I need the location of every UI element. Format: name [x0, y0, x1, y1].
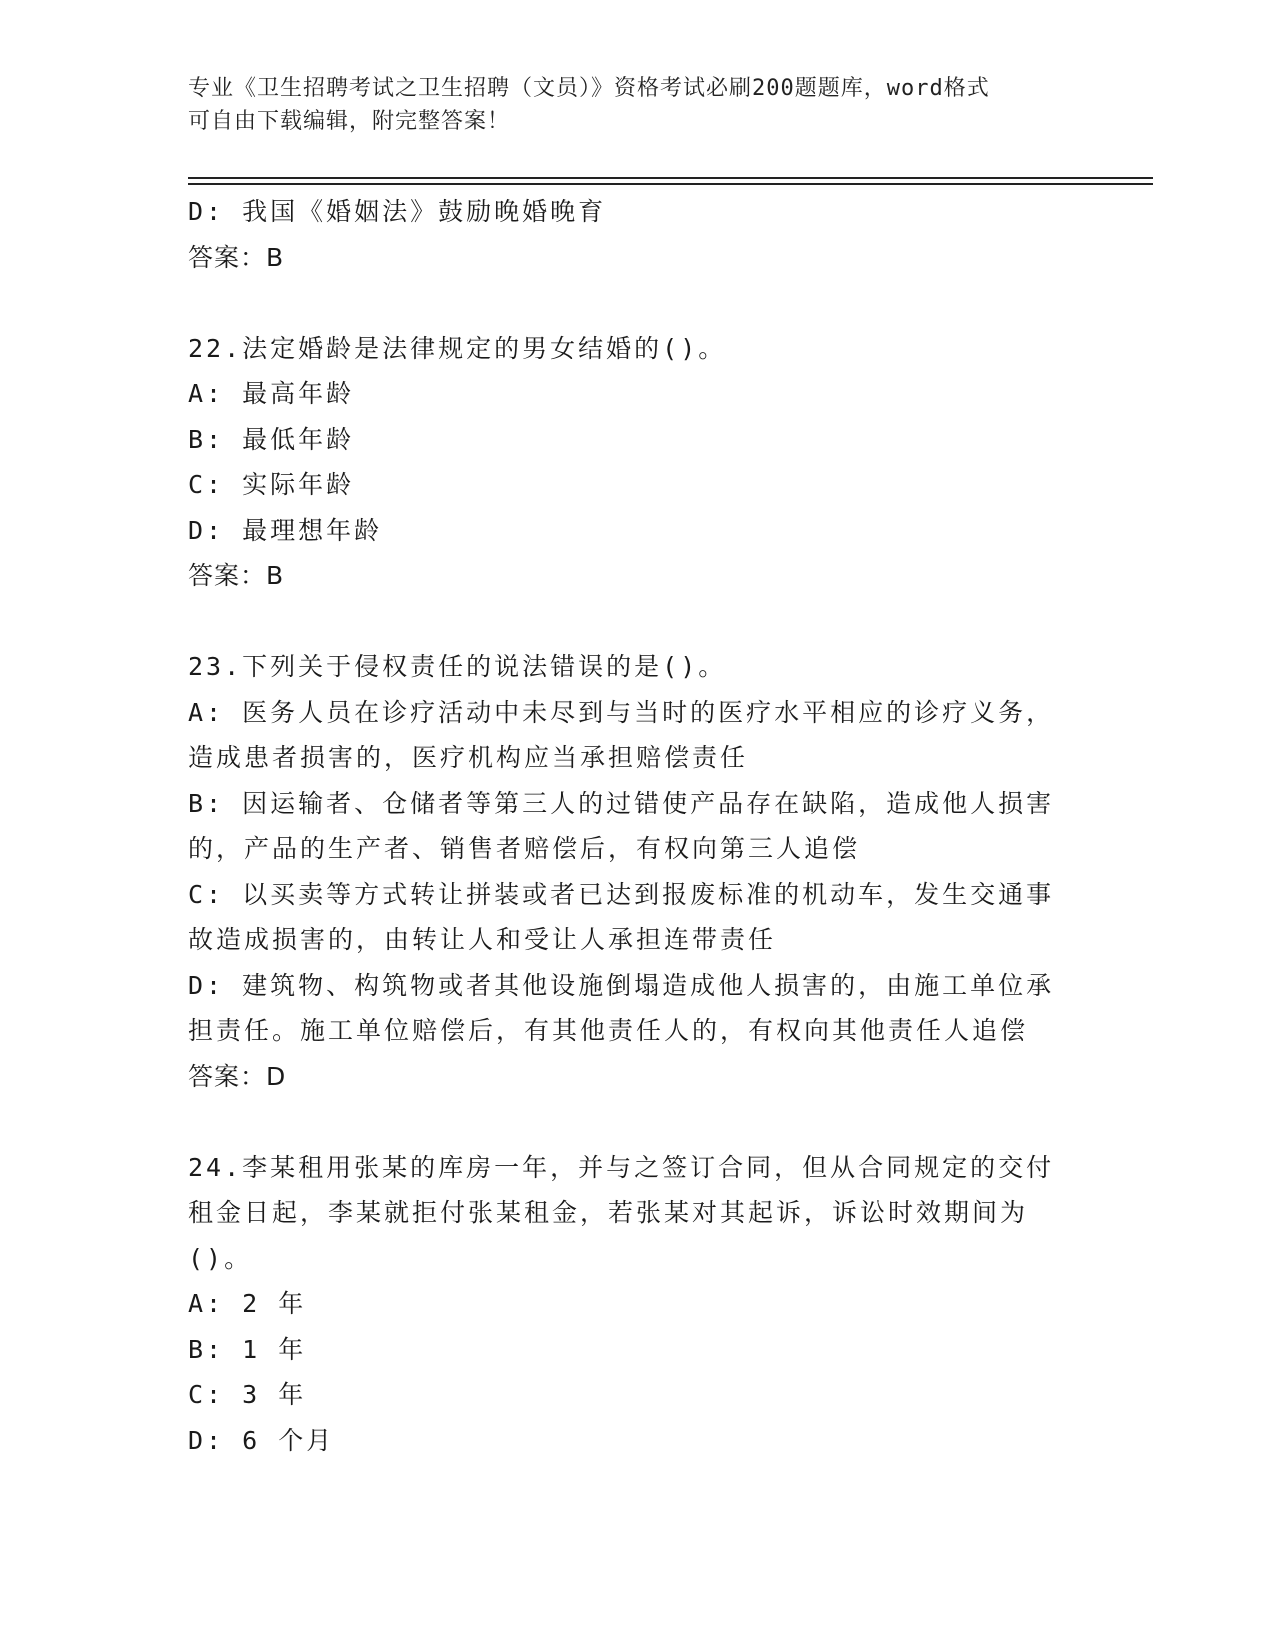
q24-option-b: B: 1 年 [188, 1334, 307, 1364]
q23-option-c-line-1: C: 以买卖等方式转让拼装或者已达到报废标准的机动车，发生交通事 [188, 879, 1055, 909]
document-header [188, 72, 1088, 138]
q23-option-a-line-1: A: 医务人员在诊疗活动中未尽到与当时的医疗水平相应的诊疗义务， [188, 697, 1055, 727]
q23-option-b-line-2: 的，产品的生产者、销售者赔偿后，有权向第三人追偿 [188, 834, 861, 863]
q22-option-b: B: 最低年龄 [188, 424, 355, 454]
q23-option-a-line-2: 造成患者损害的，医疗机构应当承担赔偿责任 [188, 743, 749, 772]
spacer [188, 1099, 1088, 1145]
q22-stem: 22.法定婚龄是法律规定的男女结婚的()。 [188, 333, 727, 363]
q22-answer: 答案：B [188, 561, 285, 590]
q23-option-d-line-2: 担责任。施工单位赔偿后，有其他责任人的，有权向其他责任人追偿 [188, 1016, 1029, 1045]
q23-option-c-line-2: 故造成损害的，由转让人和受让人承担连带责任 [188, 925, 777, 954]
header-rule-bottom [188, 183, 1153, 185]
q24-option-a: A: 2 年 [188, 1289, 307, 1318]
question-content [188, 189, 1088, 1463]
q23-answer: 答案：D [188, 1061, 287, 1091]
q22-option-c: C: 实际年龄 [188, 470, 355, 499]
q23-option-b-line-1: B: 因运输者、仓储者等第三人的过错使产品存在缺陷，造成他人损害 [188, 788, 1055, 818]
spacer [188, 599, 1088, 645]
q24-stem-line-1: 24.李某租用张某的库房一年，并与之签订合同，但从合同规定的交付 [188, 1152, 1055, 1182]
q24-stem-line-3: ()。 [188, 1243, 253, 1273]
q24-option-c: C: 3 年 [188, 1380, 307, 1409]
q23-stem: 23.下列关于侵权责任的说法错误的是()。 [188, 652, 727, 681]
header-rule-top [188, 177, 1153, 179]
q24-stem-line-2: 租金日起，李某就拒付张某租金，若张某对其起诉，诉讼时效期间为 [188, 1198, 1029, 1227]
q22-option-d: D: 最理想年龄 [188, 515, 383, 545]
q24-option-d: D: 6 个月 [188, 1425, 335, 1455]
header-line-2: 可自由下载编辑，附完整答案！ [188, 109, 511, 134]
spacer [188, 280, 1088, 326]
q21-answer: 答案：B [188, 242, 285, 272]
header-line-1: 专业《卫生招聘考试之卫生招聘（文员）》资格考试必刷200题题库，word格式 [188, 76, 990, 101]
q21-option-d: D: 我国《婚姻法》鼓励晚婚晚育 [188, 197, 607, 226]
q22-option-a: A: 最高年龄 [188, 379, 355, 408]
q23-option-d-line-1: D: 建筑物、构筑物或者其他设施倒塌造成他人损害的，由施工单位承 [188, 970, 1055, 1000]
